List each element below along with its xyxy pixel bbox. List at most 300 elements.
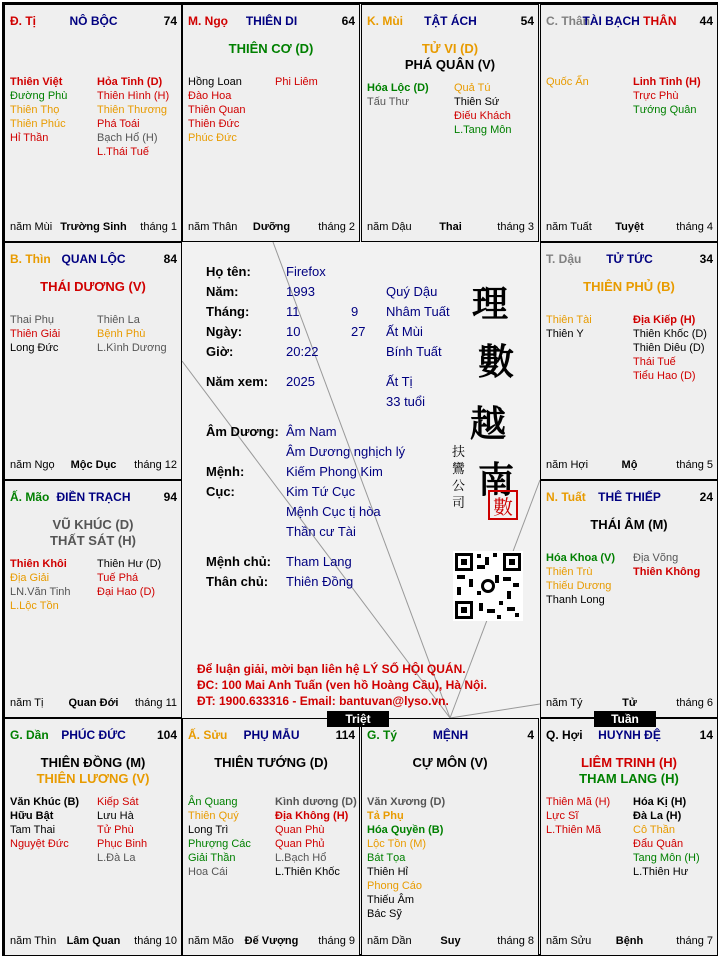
minor-star: Thái Tuế xyxy=(633,356,676,368)
palace-number: 54 xyxy=(520,14,534,28)
palace-name xyxy=(367,728,534,742)
minor-stars-right xyxy=(633,551,700,579)
minor-star: Bát Tọa xyxy=(367,852,406,864)
palace-dau[interactable] xyxy=(540,242,718,480)
palace-name xyxy=(10,14,177,28)
main-stars xyxy=(183,41,359,57)
main-stars xyxy=(362,41,538,73)
minor-star: Long Trì xyxy=(188,824,229,836)
minor-star: Đường Phù xyxy=(10,90,68,102)
minor-star: Long Đức xyxy=(10,342,59,354)
palace-year: năm Hợi xyxy=(546,459,589,471)
palace-year: năm Thìn xyxy=(10,935,57,947)
palace-name-text: THÊ THIẾP xyxy=(598,490,661,504)
minor-stars-left xyxy=(10,557,71,613)
value-menh: Kiếm Phong Kim xyxy=(286,464,383,479)
minor-stars-left xyxy=(10,75,67,145)
minor-stars-left xyxy=(367,81,429,109)
palace-header xyxy=(546,14,713,30)
seal-char-1: 扶 xyxy=(452,445,466,460)
minor-star: L.Thiên Mã xyxy=(546,824,602,836)
value-menh-chu: Tham Lang xyxy=(286,554,352,569)
palace-name-text: THIÊN DI xyxy=(245,14,298,28)
minor-star: Nguyệt Đức xyxy=(10,838,69,850)
value-ho-ten: Firefox xyxy=(286,264,326,279)
minor-stars-right xyxy=(275,75,318,89)
palace-month: tháng 10 xyxy=(134,935,177,947)
palace-position: T. Dậu xyxy=(546,252,582,266)
palace-month: tháng 1 xyxy=(140,221,177,233)
minor-star: Tam Thai xyxy=(10,824,56,836)
minor-star: Thiên Quan xyxy=(188,104,246,116)
minor-star: Văn Xương (D) xyxy=(367,796,446,808)
palace-month: tháng 12 xyxy=(134,459,177,471)
minor-star: Quốc Ấn xyxy=(546,76,589,88)
minor-star: Thiên Hư (D) xyxy=(97,558,162,570)
palace-ty[interactable] xyxy=(361,718,539,956)
truong-sinh-stage: Quan Đới xyxy=(68,697,119,709)
palace-number: 34 xyxy=(699,252,713,266)
palace-mao[interactable] xyxy=(4,480,182,718)
palace-mui[interactable] xyxy=(361,4,539,242)
minor-star: Lộc Tồn (M) xyxy=(367,838,427,850)
palace-year: năm Thân xyxy=(188,221,238,233)
truong-sinh-stage: Trường Sinh xyxy=(60,221,127,233)
minor-star: Bạch Hổ (H) xyxy=(97,132,158,144)
palace-footer xyxy=(10,221,177,235)
palace-year: năm Sửu xyxy=(546,935,592,947)
seal-char-3: 公 xyxy=(452,479,466,494)
minor-star: Kình dương (D) xyxy=(275,796,357,808)
palace-footer xyxy=(546,221,713,235)
minor-star: Thiên Mã (H) xyxy=(546,796,611,808)
minor-star: Tuế Phá xyxy=(97,572,139,584)
minor-star: Giải Thần xyxy=(188,852,236,864)
minor-star: L.Thiên Khốc xyxy=(275,866,340,878)
minor-star: Quan Phù xyxy=(275,824,325,836)
minor-stars-right xyxy=(275,795,357,879)
palace-header xyxy=(367,728,534,744)
palace-year: năm Tuất xyxy=(546,221,592,233)
palace-footer xyxy=(367,221,534,235)
main-stars xyxy=(5,279,181,295)
label-than-chu: Thân chủ: xyxy=(206,574,269,589)
palace-header xyxy=(10,252,177,268)
palace-ngo[interactable] xyxy=(182,4,360,242)
main-stars xyxy=(541,755,717,787)
minor-star: Thiếu Dương xyxy=(546,580,612,592)
minor-star: Linh Tinh (H) xyxy=(633,76,701,88)
palace-number: 94 xyxy=(163,490,177,504)
value-nam: 1993 xyxy=(286,284,315,299)
palace-header xyxy=(367,14,534,30)
palace-position: C. Thân xyxy=(546,14,590,28)
palace-footer xyxy=(188,221,355,235)
minor-star: Hóa Khoa (V) xyxy=(546,552,616,564)
palace-name-text: MỆNH xyxy=(432,728,469,742)
value-ngay-can: Ất Mùi xyxy=(386,324,423,339)
truong-sinh-stage: Mộc Dục xyxy=(70,459,117,471)
palace-footer xyxy=(188,935,355,949)
value-nam-can: Quý Dậu xyxy=(386,284,438,299)
palace-month: tháng 8 xyxy=(497,935,534,947)
minor-star: Thiên Giải xyxy=(10,328,61,340)
palace-number: 64 xyxy=(341,14,355,28)
value-nam-xem-can: Ất Tị xyxy=(386,374,413,389)
minor-star: Hóa Kị (H) xyxy=(633,796,687,808)
truong-sinh-stage: Tuyệt xyxy=(615,221,644,233)
main-stars xyxy=(541,517,717,533)
palace-year: năm Tý xyxy=(546,697,583,709)
palace-header xyxy=(546,252,713,268)
palace-than[interactable] xyxy=(540,4,718,242)
minor-star: Văn Khúc (B) xyxy=(10,796,80,808)
tuan-marker: Tuần xyxy=(594,711,656,727)
minor-stars-left xyxy=(546,551,615,607)
contact-line-1: Để luận giải, mời bạn liên hệ LÝ SỐ HỘI QUÁN. xyxy=(197,662,466,676)
label-menh: Mệnh: xyxy=(206,464,245,479)
minor-star: L.Lộc Tồn xyxy=(10,600,59,612)
palace-number: 24 xyxy=(699,490,713,504)
palace-header xyxy=(10,728,177,744)
value-nam-xem: 2025 xyxy=(286,374,315,389)
minor-star: Phong Cáo xyxy=(367,880,423,892)
minor-star: Thiên La xyxy=(97,314,140,326)
palace-month: tháng 2 xyxy=(318,221,355,233)
value-tuoi: 33 tuổi xyxy=(386,394,426,409)
palace-name-text: HUYNH ĐỆ xyxy=(598,728,661,742)
minor-star: Lưu Hà xyxy=(97,810,134,822)
minor-star: Tấu Thư xyxy=(367,96,410,108)
minor-stars-right xyxy=(97,795,147,865)
palace-year: năm Dậu xyxy=(367,221,412,233)
label-cuc: Cục: xyxy=(206,484,235,499)
calligraphy-char-2: 數 xyxy=(478,341,515,383)
palace-year: năm Mùi xyxy=(10,221,53,233)
minor-star: Tang Môn (H) xyxy=(633,852,700,864)
minor-star: Bác Sỹ xyxy=(367,908,402,920)
palace-ti[interactable] xyxy=(4,4,182,242)
palace-year: năm Dần xyxy=(367,935,412,947)
value-thang-duong: 11 xyxy=(286,304,300,319)
palace-name-text: QUAN LỘC xyxy=(61,252,126,266)
minor-star: Thanh Long xyxy=(546,594,605,606)
palace-name xyxy=(10,728,177,742)
palace-month: tháng 7 xyxy=(676,935,713,947)
palace-name-text: NÔ BỘC xyxy=(69,14,118,28)
minor-stars-right xyxy=(97,557,161,599)
minor-star: Thiên Y xyxy=(546,328,584,340)
palace-month: tháng 11 xyxy=(134,697,177,709)
value-cuc: Kim Tứ Cục xyxy=(286,484,356,499)
main-stars xyxy=(5,517,181,549)
value-gio: 20:22 xyxy=(286,344,319,359)
palace-position: Ấ. Mão xyxy=(10,490,50,504)
palace-footer xyxy=(10,935,177,949)
palace-name-text: TÀI BẠCH xyxy=(582,14,640,28)
truong-sinh-stage: Lâm Quan xyxy=(66,935,121,947)
minor-stars-right xyxy=(633,75,701,117)
value-am-duong: Âm Nam xyxy=(286,424,337,439)
palace-thin[interactable] xyxy=(4,242,182,480)
calligraphy-char-1: 理 xyxy=(472,283,509,325)
value-than-chu: Thiên Đồng xyxy=(286,574,354,589)
main-star: THIÊN LƯƠNG (V) xyxy=(36,771,150,786)
minor-star: LN.Văn Tinh xyxy=(10,586,71,598)
contact-line-2: ĐC: 100 Mai Anh Tuấn (ven hồ Hoàng Cầu), Hà Nội. xyxy=(197,678,488,692)
minor-star: Địa Giải xyxy=(10,572,50,584)
calligraphy-char-3: 越 xyxy=(470,403,507,445)
minor-star: Đại Hao (D) xyxy=(97,586,156,598)
main-star: THIÊN TƯỚNG (D) xyxy=(214,755,328,770)
label-nam-xem: Năm xem: xyxy=(206,374,269,389)
palace-name xyxy=(10,490,177,504)
palace-month: tháng 3 xyxy=(497,221,534,233)
palace-footer xyxy=(546,935,713,949)
palace-name xyxy=(546,490,713,504)
palace-name xyxy=(546,252,713,266)
minor-star: L.Kình Dương xyxy=(97,342,167,354)
value-cuc-2: Mệnh Cục tị hòa xyxy=(286,504,381,519)
minor-stars-right xyxy=(454,81,511,137)
palace-year: năm Ngọ xyxy=(10,459,55,471)
palace-header xyxy=(188,728,355,744)
truong-sinh-stage: Tử xyxy=(622,697,637,709)
palace-tuat[interactable] xyxy=(540,480,718,718)
minor-star: Thiên Thọ xyxy=(10,104,60,116)
minor-star: Đào Hoa xyxy=(188,90,232,102)
minor-star: Thiếu Âm xyxy=(367,894,415,906)
minor-star: Địa Kiếp (H) xyxy=(633,314,696,326)
value-thang-can: Nhâm Tuất xyxy=(386,304,450,319)
palace-month: tháng 5 xyxy=(676,459,713,471)
palace-header xyxy=(10,490,177,506)
calligraphy-char-4: 南 xyxy=(478,459,515,501)
palace-position: N. Tuất xyxy=(546,490,586,504)
palace-footer xyxy=(546,697,713,711)
minor-star: Địa Không (H) xyxy=(275,810,349,822)
minor-stars-left xyxy=(188,75,245,145)
minor-stars-right xyxy=(633,313,707,383)
minor-star: Tiểu Hao (D) xyxy=(633,370,696,382)
seal-char-4: 司 xyxy=(452,496,466,511)
palace-name xyxy=(367,14,534,28)
minor-stars-right xyxy=(633,795,700,879)
palace-hoi[interactable] xyxy=(540,718,718,956)
minor-star: Phá Toái xyxy=(97,118,140,130)
minor-star: Đẩu Quân xyxy=(633,838,684,850)
minor-star: Hữu Bật xyxy=(10,810,54,822)
minor-stars-left xyxy=(188,795,251,879)
palace-name xyxy=(188,14,355,28)
minor-star: Thai Phụ xyxy=(10,314,55,326)
minor-star: Thiên Hình (H) xyxy=(97,90,170,102)
palace-year: năm Mão xyxy=(188,935,234,947)
minor-star: Quả Tú xyxy=(454,82,491,94)
minor-star: Thiên Tài xyxy=(546,314,592,326)
truong-sinh-stage: Dưỡng xyxy=(252,221,291,233)
value-gio-can: Bính Tuất xyxy=(386,344,442,359)
truong-sinh-stage: Suy xyxy=(440,935,461,947)
palace-name xyxy=(188,728,355,742)
palace-name-text: ĐIỀN TRẠCH xyxy=(56,490,131,504)
value-thang-am: 9 xyxy=(351,304,359,319)
palace-position: G. Tý xyxy=(367,728,398,742)
palace-header xyxy=(546,490,713,506)
palace-name-text: TẬT ÁCH xyxy=(424,14,477,28)
palace-position: M. Ngọ xyxy=(188,14,228,28)
main-star: CỰ MÔN (V) xyxy=(412,755,488,770)
palace-number: 74 xyxy=(163,14,177,28)
palace-footer xyxy=(367,935,534,949)
palace-name-text: TỬ TỨC xyxy=(606,252,653,266)
palace-name-text: PHỤ MẪU xyxy=(243,728,300,742)
red-seal-glyph: 數 xyxy=(493,495,513,519)
minor-star: Hỉ Thần xyxy=(10,132,49,144)
main-star: THAM LANG (H) xyxy=(579,771,679,786)
minor-star: Hồng Loan xyxy=(188,76,242,88)
minor-star: Hóa Lộc (D) xyxy=(367,82,429,94)
palace-footer xyxy=(10,697,177,711)
minor-stars-left xyxy=(10,795,79,851)
minor-stars-right xyxy=(97,75,169,159)
main-star: PHÁ QUÂN (V) xyxy=(404,57,496,72)
palace-position: Ấ. Sửu xyxy=(188,728,228,742)
minor-star: Hỏa Tinh (D) xyxy=(97,76,163,88)
minor-star: Kiếp Sát xyxy=(97,796,139,808)
palace-name xyxy=(546,728,713,742)
minor-star: Tả Phụ xyxy=(367,810,404,822)
label-gio: Giờ: xyxy=(206,344,234,359)
minor-star: Phượng Các xyxy=(188,838,251,850)
minor-star: Ân Quang xyxy=(188,796,238,808)
minor-star: Điếu Khách xyxy=(454,110,511,122)
label-ho-ten: Họ tên: xyxy=(206,264,251,279)
minor-stars-left xyxy=(367,795,445,921)
main-star: THẤT SÁT (H) xyxy=(50,533,136,548)
palace-month: tháng 9 xyxy=(318,935,355,947)
minor-stars-left xyxy=(546,75,589,89)
minor-star: Lực Sĩ xyxy=(546,810,579,822)
palace-number: 84 xyxy=(163,252,177,266)
main-star: THÁI ÂM (M) xyxy=(590,517,668,532)
minor-star: Tử Phù xyxy=(97,824,134,836)
palace-position: B. Thìn xyxy=(10,252,51,266)
minor-stars-right xyxy=(97,313,167,355)
palace-number: 4 xyxy=(527,728,534,742)
palace-name xyxy=(546,14,713,28)
main-star: TỬ VI (D) xyxy=(421,41,479,56)
minor-stars-left xyxy=(546,313,592,341)
palace-position: Q. Hợi xyxy=(546,728,583,742)
label-menh-chu: Mệnh chủ: xyxy=(206,554,271,569)
minor-stars-left xyxy=(546,795,610,837)
minor-star: Thiên Sứ xyxy=(454,96,500,108)
horoscope-chart xyxy=(2,2,718,956)
palace-header xyxy=(188,14,355,30)
minor-star: Thiên Không xyxy=(633,566,701,578)
minor-star: Phúc Đức xyxy=(188,132,237,144)
main-star: THIÊN ĐỒNG (M) xyxy=(40,755,146,770)
minor-star: Phục Binh xyxy=(97,838,148,850)
value-ngay-am: 27 xyxy=(351,324,366,339)
minor-stars-left xyxy=(10,313,60,355)
palace-header xyxy=(10,14,177,30)
minor-star: Thiên Đức xyxy=(188,118,240,130)
palace-suu[interactable] xyxy=(182,718,360,956)
palace-month: tháng 6 xyxy=(676,697,713,709)
palace-footer xyxy=(546,459,713,473)
main-stars xyxy=(183,755,359,771)
minor-star: L.Đà La xyxy=(97,852,136,864)
truong-sinh-stage: Thai xyxy=(439,221,462,233)
value-ngay-duong: 10 xyxy=(286,324,301,339)
minor-star: Thiên Hỉ xyxy=(367,866,408,878)
minor-star: Thiên Phúc xyxy=(10,118,66,130)
minor-star: Thiên Thương xyxy=(97,104,168,116)
minor-star: Thiên Diêu (D) xyxy=(633,342,705,354)
value-am-duong-2: Âm Dương nghịch lý xyxy=(286,444,406,459)
truong-sinh-stage: Mộ xyxy=(621,459,638,471)
palace-dan[interactable] xyxy=(4,718,182,956)
minor-star: Đà La (H) xyxy=(633,810,682,822)
minor-star: Cô Thần xyxy=(633,824,675,836)
main-stars xyxy=(541,279,717,295)
value-cuc-3: Thần cư Tài xyxy=(286,524,356,539)
minor-star: Thiên Khốc (D) xyxy=(633,328,707,340)
main-star: THÁI DƯƠNG (V) xyxy=(40,279,146,294)
minor-star: L.Thái Tuế xyxy=(97,146,149,158)
main-stars xyxy=(362,755,538,771)
minor-star: Địa Võng xyxy=(633,552,679,564)
minor-star: Thiên Khôi xyxy=(10,558,67,570)
minor-star: Quan Phủ xyxy=(275,838,325,850)
label-thang: Tháng: xyxy=(206,304,250,319)
truong-sinh-stage: Bệnh xyxy=(615,935,644,947)
minor-star: Phi Liêm xyxy=(275,76,318,88)
palace-number: 104 xyxy=(156,728,177,742)
truong-sinh-stage: Đế Vượng xyxy=(244,935,299,947)
minor-star: Hóa Quyền (B) xyxy=(367,824,444,836)
palace-year: năm Tị xyxy=(10,697,44,709)
minor-star: Thiên Việt xyxy=(10,76,63,88)
minor-star: Tướng Quân xyxy=(633,104,697,116)
minor-star: L.Thiên Hư xyxy=(633,866,689,878)
minor-star: Hoa Cái xyxy=(188,866,228,878)
triet-marker: Triệt xyxy=(327,711,389,727)
minor-star: Bệnh Phù xyxy=(97,328,146,340)
minor-star: L.Bạch Hổ xyxy=(275,852,327,864)
minor-star: Trực Phù xyxy=(633,90,679,102)
main-star: THIÊN CƠ (D) xyxy=(228,41,314,56)
palace-footer xyxy=(10,459,177,473)
main-stars xyxy=(5,755,181,787)
palace-name xyxy=(10,252,177,266)
palace-position: G. Dần xyxy=(10,728,49,742)
minor-star: L.Tang Môn xyxy=(454,124,512,136)
palace-position: K. Mùi xyxy=(367,14,403,28)
seal-char-2: 鸞 xyxy=(452,462,466,477)
main-star: LIÊM TRINH (H) xyxy=(580,755,678,770)
palace-position: Đ. Tị xyxy=(10,14,36,28)
palace-name-text: PHÚC ĐỨC xyxy=(61,728,126,742)
main-star: VŨ KHÚC (D) xyxy=(52,517,134,532)
minor-star: Thiên Trù xyxy=(546,566,593,578)
label-nam: Năm: xyxy=(206,284,239,299)
palace-month: tháng 4 xyxy=(676,221,713,233)
palace-header xyxy=(546,728,713,744)
label-ngay: Ngày: xyxy=(206,324,243,339)
